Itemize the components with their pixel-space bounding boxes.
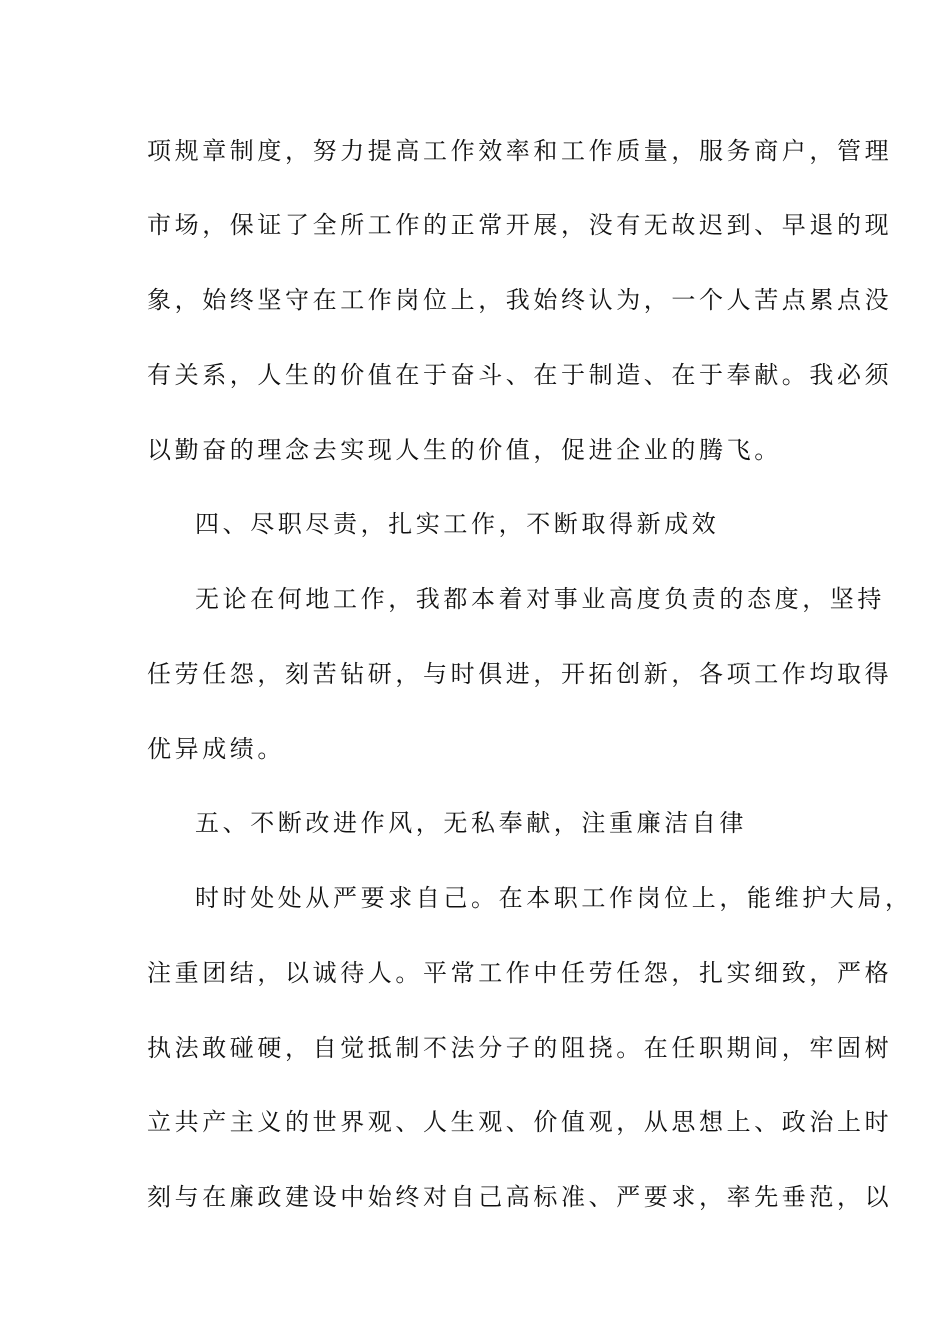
body-text-line-5: 以勤奋的理念去实现人生的价值，促进企业的腾飞。 [147, 436, 782, 464]
body-text-line-12: 立共产主义的世界观、人生观、价值观，从思想上、政治上时 [147, 1108, 893, 1136]
body-text-line-4: 有关系，人生的价值在于奋斗、在于制造、在于奉献。我必须 [147, 361, 893, 389]
body-text-line-8: 优异成绩。 [147, 735, 285, 763]
body-text-line-3: 象，始终坚守在工作岗位上，我始终认为，一个人苦点累点没 [147, 286, 893, 314]
body-text-line-7: 任劳任怨，刻苦钻研，与时俱进，开拓创新，各项工作均取得 [147, 660, 893, 688]
body-text-line-9: 时时处处从严要求自己。在本职工作岗位上，能维护大局， [195, 884, 913, 912]
body-text-line-11: 执法敢碰硬，自觉抵制不法分子的阻挠。在任职期间，牢固树 [147, 1034, 893, 1062]
body-text-line-2: 市场，保证了全所工作的正常开展，没有无故迟到、早退的现 [147, 211, 893, 239]
section-heading-4: 四、尽职尽责，扎实工作，不断取得新成效 [195, 510, 720, 538]
body-text-line-6: 无论在何地工作，我都本着对事业高度负责的态度，坚持 [195, 585, 885, 613]
body-text-line-13: 刻与在廉政建设中始终对自己高标准、严要求，率先垂范，以 [147, 1183, 893, 1211]
body-text-line-10: 注重团结，以诚待人。平常工作中任劳任怨，扎实细致，严格 [147, 959, 893, 987]
body-text-line-1: 项规章制度，努力提高工作效率和工作质量，服务商户，管理 [147, 137, 893, 165]
section-heading-5: 五、不断改进作风，无私奉献，注重廉洁自律 [195, 809, 747, 837]
